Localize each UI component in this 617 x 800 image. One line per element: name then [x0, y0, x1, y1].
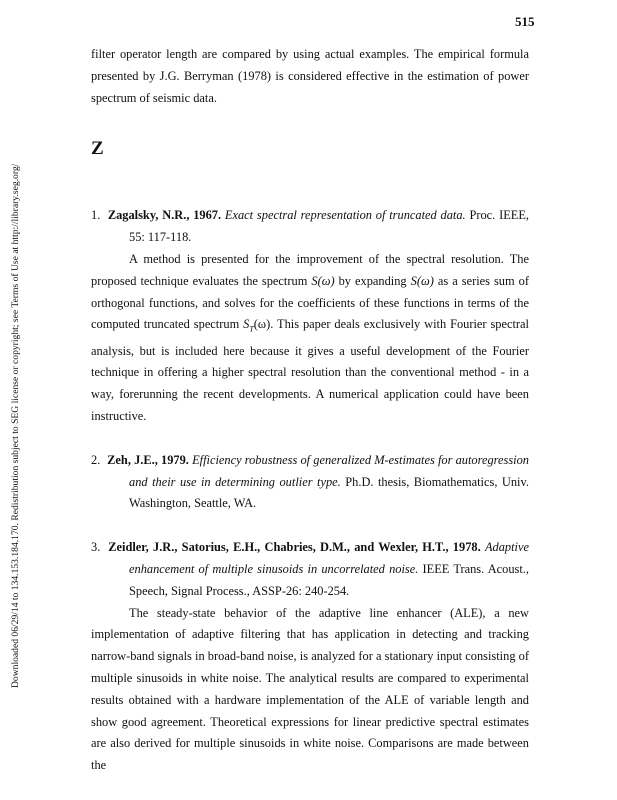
entry-source: Ph.D. thesis, Biomathematics, Univ. Washington, Seattle, WA. — [129, 474, 529, 511]
abstract-text: by expanding — [334, 273, 411, 288]
symbol: S — [243, 317, 250, 332]
entry-authors: Zagalsky, N.R., 1967. — [107, 208, 222, 223]
download-notice: Downloaded 06/29/14 to 134.153.184.170. Redistribution subject to SEG license or copyright; see Terms of Use at http://library.seg.org/ — [10, 163, 21, 688]
entry-title: Adaptive enhancement of multiple sinusoids in uncorrelated noise. — [129, 540, 529, 577]
entry-number: 2. — [91, 452, 101, 467]
page-content — [91, 44, 529, 777]
reference-entry — [91, 450, 529, 515]
citation — [91, 537, 529, 602]
entry-source: Proc. IEEE, 55: 117-118. — [129, 208, 530, 245]
abstract-text: as a series sum of orthogonal functions, and solves for the coefficients of these functions in terms of the computed truncated spectrum — [91, 273, 529, 332]
symbol: S(ω) — [311, 273, 335, 288]
entry-number: 3. — [91, 540, 101, 555]
page-number: 515 — [515, 14, 535, 29]
symbol: S(ω) — [410, 273, 434, 288]
entry-title: Exact spectral representation of truncated data. — [224, 208, 466, 223]
reference-entry — [91, 537, 529, 777]
entry-abstract — [91, 249, 529, 428]
symbol-subscript: T — [249, 324, 254, 334]
citation — [91, 450, 529, 515]
intro-paragraph: filter operator length are compared by using actual examples. The empirical formula presented by J.G. Berryman (1978) is considered effective in the estimation of power spectrum of seismic data. — [91, 47, 529, 105]
entry-title: Efficiency robustness of generalized M-estimates for autoregression and their use in determining outlier type. — [129, 452, 529, 489]
section-heading: Z — [91, 138, 104, 160]
entry-authors: Zeidler, J.R., Satorius, E.H., Chabries, D.M., and Wexler, H.T., 1978. — [108, 540, 481, 555]
abstract-text: A method is presented for the improvement of the spectral resolution. The proposed technique evaluates the spectrum — [91, 251, 529, 288]
entry-abstract: The steady-state behavior of the adaptive line enhancer (ALE), a new implementation of adaptive filtering that has application in detecting and tracking narrow-band signals in broad-band noise, is analyzed for a stationary input consisting of multiple sinusoids in white noise. The analytical results are compared to experimental results obtained with a hardware implementation of the ALE of variable length and show good agreement. Theoretical expressions for linear predictive spectral estimates are also derived for multiple sinusoids in white noise. Comparisons are made between the — [91, 605, 529, 773]
entry-authors: Zeh, J.E., 1979. — [107, 452, 189, 467]
entry-number: 1. — [91, 208, 101, 223]
abstract-text: . This paper deals exclusively with Fourier spectral analysis, but is included here because it gives a useful development of the Fourier technique in offering a higher spectral resolution than the conventional method - in a way, forerunning the recent developments. A numerical application could have been instructive. — [91, 317, 529, 424]
symbol: (ω) — [253, 317, 271, 332]
reference-entry — [91, 205, 529, 427]
entry-source: IEEE Trans. Acoust., Speech, Signal Process., ASSP-26: 240-254. — [129, 562, 530, 598]
citation — [91, 205, 529, 249]
